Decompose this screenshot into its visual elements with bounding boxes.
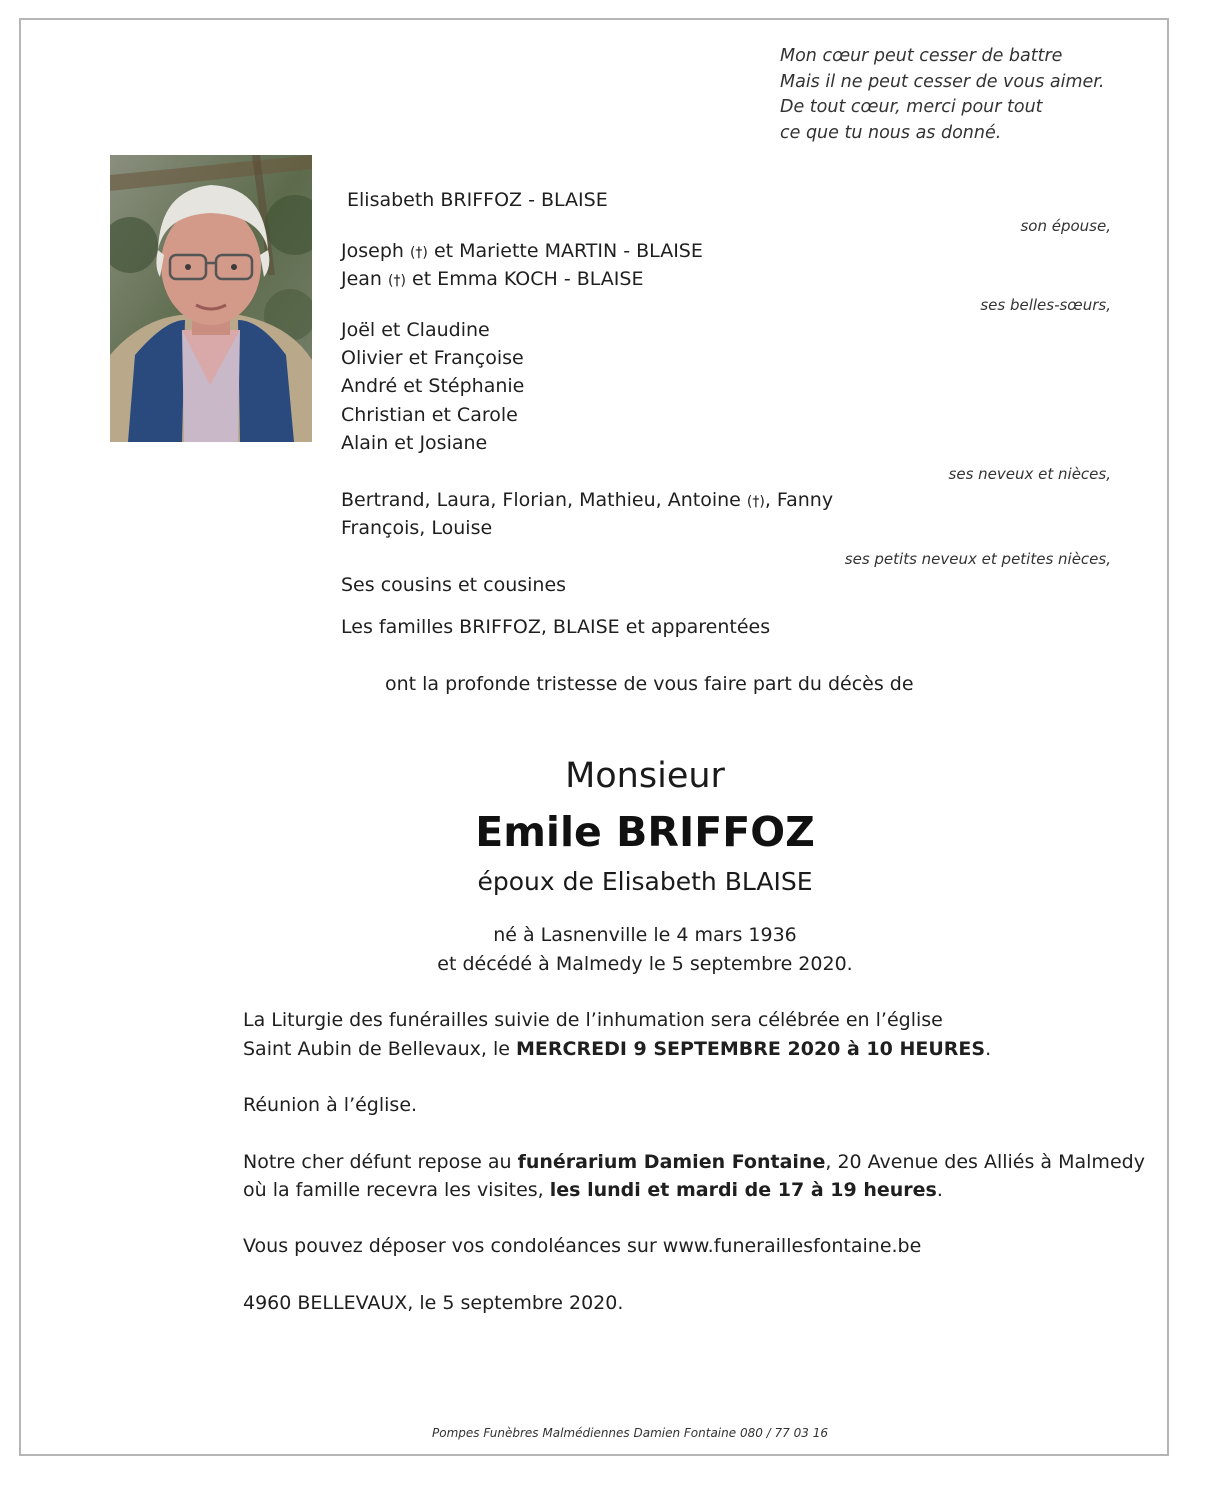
funeral-date: MERCREDI 9 SEPTEMBRE 2020 à 10 HEURES xyxy=(516,1038,986,1060)
rest-info xyxy=(243,1151,1145,1173)
grand-nephews-relation: ses petits neveux et petites nièces, xyxy=(844,550,1111,568)
funeral-church: Saint Aubin de Bellevaux, le xyxy=(243,1038,516,1060)
visits-info xyxy=(243,1179,943,1201)
punctuation: . xyxy=(936,1179,943,1201)
grand-nephews-names: Bertrand, Laura, Florian, Mathieu, Antoine xyxy=(341,489,747,511)
birth-info: né à Lasnenville le 4 mars 1936 xyxy=(493,924,797,946)
footer: Pompes Funèbres Malmédiennes Damien Fontaine 080 / 77 03 16 xyxy=(432,1426,828,1440)
cousins: Ses cousins et cousines xyxy=(341,574,567,596)
in-law-2-first: Jean xyxy=(341,268,389,290)
poem-line: Mon cœur peut cesser de battre xyxy=(780,46,1063,66)
nephew-couple: Olivier et Françoise xyxy=(341,347,524,369)
announcement: ont la profonde tristesse de vous faire part du décès de xyxy=(385,673,914,695)
rest-text: Notre cher défunt repose au xyxy=(243,1151,518,1173)
nephews-relation: ses neveux et nièces, xyxy=(948,465,1111,483)
poem-line: Mais il ne peut cesser de vous aimer. xyxy=(780,71,1105,92)
in-law-2 xyxy=(341,268,643,290)
in-law-1-first: Joseph xyxy=(341,240,410,262)
funeral-line-2 xyxy=(243,1038,991,1060)
honorific: Monsieur xyxy=(565,756,725,796)
spouse-relation: son épouse, xyxy=(1020,217,1111,235)
in-laws-relation: ses belles-sœurs, xyxy=(980,296,1111,314)
visits-hours: les lundi et mardi de 17 à 19 heures xyxy=(549,1179,937,1201)
grand-nephews-line-1 xyxy=(341,489,833,511)
grand-nephews-names-end: , Fanny xyxy=(764,489,834,511)
in-law-1 xyxy=(341,240,703,262)
in-law-1-rest: et Mariette MARTIN - BLAISE xyxy=(427,240,703,262)
spouse-name: Elisabeth BRIFFOZ - BLAISE xyxy=(347,189,608,211)
meeting-info: Réunion à l’église. xyxy=(243,1094,418,1116)
death-info: et décédé à Malmedy le 5 septembre 2020. xyxy=(437,953,853,975)
funeral-line-1: La Liturgie des funérailles suivie de l’inhumation sera célébrée en l’église xyxy=(243,1009,943,1031)
nephew-couple: Joël et Claudine xyxy=(341,319,490,341)
deceased-marker: (†) xyxy=(746,494,765,510)
in-law-2-rest: et Emma KOCH - BLAISE xyxy=(405,268,644,290)
poem xyxy=(780,44,1104,146)
deceased-name: Emile BRIFFOZ xyxy=(475,808,815,856)
families: Les familles BRIFFOZ, BLAISE et apparentées xyxy=(341,616,771,638)
visits-text: où la famille recevra les visites, xyxy=(243,1179,550,1201)
poem-line: De tout cœur, merci pour tout xyxy=(780,97,1043,117)
condolences-info: Vous pouvez déposer vos condoléances sur www.funeraillesfontaine.be xyxy=(243,1235,922,1257)
grand-nephews-line-2: François, Louise xyxy=(341,517,493,539)
poem-line: ce que tu nous as donné. xyxy=(780,122,1002,143)
nephew-couple: Alain et Josiane xyxy=(341,432,488,454)
deceased-marker: (†) xyxy=(409,245,428,261)
nephew-couple: André et Stéphanie xyxy=(341,375,525,397)
portrait-photo xyxy=(110,155,312,442)
funerarium-address: , 20 Avenue des Alliés à Malmedy xyxy=(825,1151,1145,1173)
spouse-of: époux de Elisabeth BLAISE xyxy=(477,867,813,896)
deceased-marker: (†) xyxy=(388,273,406,289)
punctuation: . xyxy=(985,1038,992,1060)
place-date: 4960 BELLEVAUX, le 5 septembre 2020. xyxy=(243,1292,624,1314)
nephew-couple: Christian et Carole xyxy=(341,404,518,426)
funerarium-name: funérarium Damien Fontaine xyxy=(517,1151,826,1173)
